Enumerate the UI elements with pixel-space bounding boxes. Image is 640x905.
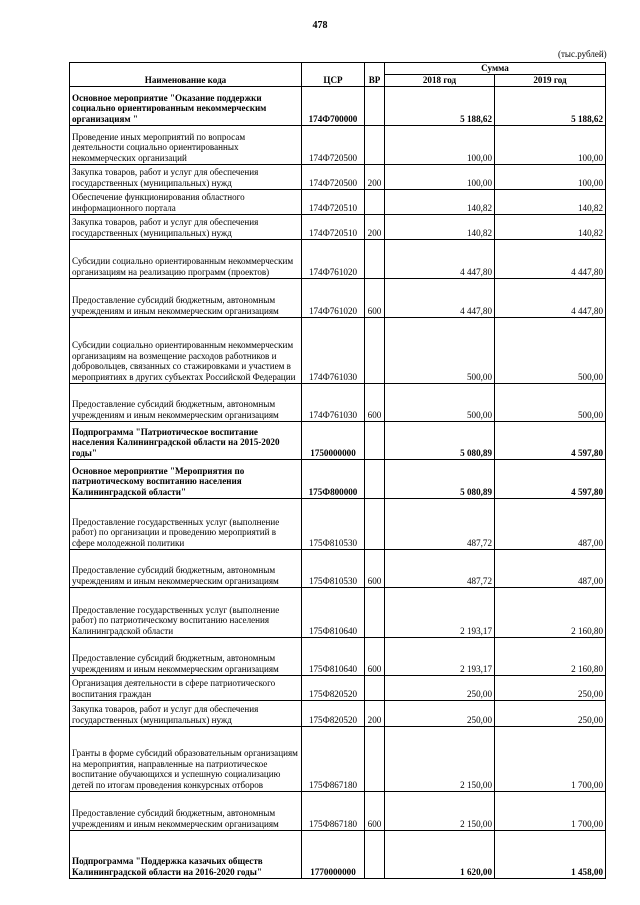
row-csr: 175Ф810530	[302, 549, 365, 587]
table-row	[70, 675, 606, 700]
row-csr: 175Ф867180	[302, 726, 365, 791]
row-2019: 2 160,80	[495, 637, 606, 675]
row-name: Гранты в форме субсидий образовательным организациям на мероприятия, направленные на патриотическое воспитание обучающихся и успешную социализацию детей по итогам проведения конкурсных отборов	[70, 726, 302, 791]
row-2018: 500,00	[385, 317, 495, 383]
row-2018: 500,00	[385, 383, 495, 421]
row-vr: 600	[365, 383, 385, 421]
table-row	[70, 637, 606, 675]
row-vr: 600	[365, 637, 385, 675]
row-name: Подпрограмма "Поддержка казачьих обществ Калининградской области на 2016-2020 годы"	[70, 830, 302, 878]
header-2018: 2018 год	[385, 74, 495, 86]
table-row	[70, 700, 606, 726]
row-vr	[365, 189, 385, 214]
row-2019: 1 700,00	[495, 791, 606, 830]
row-vr: 600	[365, 791, 385, 830]
row-2018: 487,72	[385, 549, 495, 587]
row-vr	[365, 421, 385, 459]
row-2019: 250,00	[495, 700, 606, 726]
row-vr	[365, 317, 385, 383]
row-name: Основное мероприятие "Оказание поддержки социально ориентированным некоммерческим организациям "	[70, 86, 302, 125]
table-row	[70, 317, 606, 383]
row-vr	[365, 830, 385, 878]
row-2019: 4 597,80	[495, 459, 606, 498]
row-vr	[365, 587, 385, 637]
row-vr	[365, 239, 385, 278]
row-2018: 2 193,17	[385, 637, 495, 675]
table-row	[70, 86, 606, 125]
row-2018: 487,72	[385, 498, 495, 549]
table-row	[70, 587, 606, 637]
row-2019: 4 447,80	[495, 278, 606, 317]
table-row	[70, 421, 606, 459]
row-2019: 500,00	[495, 383, 606, 421]
row-csr: 175Ф810530	[302, 498, 365, 549]
row-vr: 200	[365, 214, 385, 239]
table-row	[70, 498, 606, 549]
row-vr: 200	[365, 164, 385, 189]
row-csr: 174Ф761020	[302, 278, 365, 317]
row-csr: 174Ф720500	[302, 125, 365, 164]
row-name: Организация деятельности в сфере патриотического воспитания граждан	[70, 675, 302, 700]
row-2018: 100,00	[385, 125, 495, 164]
header-2019: 2019 год	[495, 74, 606, 86]
row-vr	[365, 498, 385, 549]
row-2019: 4 447,80	[495, 239, 606, 278]
row-2019: 500,00	[495, 317, 606, 383]
row-name: Предоставление государственных услуг (выполнение работ) по организации и проведению мероприятий в сфере молодежной политики	[70, 498, 302, 549]
page-number: 478	[312, 20, 328, 31]
units-label: (тыс.рублей)	[558, 49, 607, 59]
row-name: Субсидии социально ориентированным некоммерческим организациям на возмещение расходов работников и добровольцев, связанных со стажировками и участием в мероприятиях в других субъектах Российской Федерации	[70, 317, 302, 383]
row-2019: 1 458,00	[495, 830, 606, 878]
row-2018: 4 447,80	[385, 239, 495, 278]
table-row	[70, 278, 606, 317]
table-row	[70, 383, 606, 421]
row-2018: 140,82	[385, 189, 495, 214]
row-name: Обеспечение функционирования областного информационного портала	[70, 189, 302, 214]
header-name: Наименование кода	[70, 63, 302, 87]
row-csr: 175Ф800000	[302, 459, 365, 498]
row-2018: 100,00	[385, 164, 495, 189]
row-2018: 5 080,89	[385, 459, 495, 498]
table-row	[70, 164, 606, 189]
row-csr: 1750000000	[302, 421, 365, 459]
table-row	[70, 189, 606, 214]
row-vr: 600	[365, 549, 385, 587]
row-name: Предоставление субсидий бюджетным, автономным учреждениям и иным некоммерческим организациям	[70, 637, 302, 675]
table-row	[70, 214, 606, 239]
row-vr	[365, 125, 385, 164]
row-2018: 140,82	[385, 214, 495, 239]
row-2019: 1 700,00	[495, 726, 606, 791]
row-2019: 487,00	[495, 498, 606, 549]
row-csr: 175Ф867180	[302, 791, 365, 830]
row-csr: 174Ф720500	[302, 164, 365, 189]
row-csr: 174Ф761030	[302, 383, 365, 421]
header-vr: ВР	[365, 63, 385, 87]
table-row	[70, 549, 606, 587]
table-row	[70, 791, 606, 830]
table-body	[70, 86, 606, 878]
row-csr: 174Ф720510	[302, 214, 365, 239]
row-2018: 2 150,00	[385, 791, 495, 830]
row-name: Субсидии социально ориентированным некоммерческим организациям на реализацию программ (проектов)	[70, 239, 302, 278]
row-csr: 175Ф820520	[302, 675, 365, 700]
table-row	[70, 239, 606, 278]
row-csr: 174Ф720510	[302, 189, 365, 214]
table-header	[70, 63, 606, 87]
row-name: Проведение иных мероприятий по вопросам деятельности социально ориентированных некоммерческих организаций	[70, 125, 302, 164]
row-csr: 174Ф761030	[302, 317, 365, 383]
row-2019: 140,82	[495, 214, 606, 239]
row-2018: 1 620,00	[385, 830, 495, 878]
row-name: Закупка товаров, работ и услуг для обеспечения государственных (муниципальных) нужд	[70, 700, 302, 726]
row-2019: 250,00	[495, 675, 606, 700]
table-row	[70, 726, 606, 791]
row-csr: 1770000000	[302, 830, 365, 878]
table-row	[70, 125, 606, 164]
table-row	[70, 830, 606, 878]
row-name: Предоставление субсидий бюджетным, автономным учреждениям и иным некоммерческим организациям	[70, 791, 302, 830]
budget-table	[69, 62, 606, 879]
row-2018: 5 188,62	[385, 86, 495, 125]
row-2018: 4 447,80	[385, 278, 495, 317]
row-2019: 140,82	[495, 189, 606, 214]
row-name: Предоставление субсидий бюджетным, автономным учреждениям и иным некоммерческим организациям	[70, 278, 302, 317]
row-name: Закупка товаров, работ и услуг для обеспечения государственных (муниципальных) нужд	[70, 214, 302, 239]
row-name: Предоставление субсидий бюджетным, автономным учреждениям и иным некоммерческим организациям	[70, 383, 302, 421]
row-csr: 175Ф810640	[302, 587, 365, 637]
row-2018: 2 150,00	[385, 726, 495, 791]
row-csr: 174Ф700000	[302, 86, 365, 125]
row-vr	[365, 459, 385, 498]
row-name: Предоставление субсидий бюджетным, автономным учреждениям и иным некоммерческим организациям	[70, 549, 302, 587]
row-vr: 200	[365, 700, 385, 726]
row-csr: 175Ф820520	[302, 700, 365, 726]
row-2018: 2 193,17	[385, 587, 495, 637]
row-csr: 175Ф810640	[302, 637, 365, 675]
row-2019: 100,00	[495, 164, 606, 189]
row-name: Подпрограмма "Патриотическое воспитание населения Калининградской области на 2015-2020 годы"	[70, 421, 302, 459]
row-2018: 5 080,89	[385, 421, 495, 459]
row-name: Предоставление государственных услуг (выполнение работ) по патриотическому воспитанию населения Калининградской области	[70, 587, 302, 637]
row-csr: 174Ф761020	[302, 239, 365, 278]
row-2019: 5 188,62	[495, 86, 606, 125]
row-2018: 250,00	[385, 675, 495, 700]
table-row	[70, 459, 606, 498]
row-2019: 4 597,80	[495, 421, 606, 459]
row-name: Закупка товаров, работ и услуг для обеспечения государственных (муниципальных) нужд	[70, 164, 302, 189]
header-csr: ЦСР	[302, 63, 365, 87]
row-2019: 100,00	[495, 125, 606, 164]
row-2018: 250,00	[385, 700, 495, 726]
row-vr	[365, 675, 385, 700]
row-name: Основное мероприятие "Мероприятия по патриотическому воспитанию населения Калининградской области"	[70, 459, 302, 498]
row-2019: 2 160,80	[495, 587, 606, 637]
row-vr: 600	[365, 278, 385, 317]
row-vr	[365, 726, 385, 791]
row-2019: 487,00	[495, 549, 606, 587]
header-sum: Сумма	[385, 63, 606, 75]
row-vr	[365, 86, 385, 125]
